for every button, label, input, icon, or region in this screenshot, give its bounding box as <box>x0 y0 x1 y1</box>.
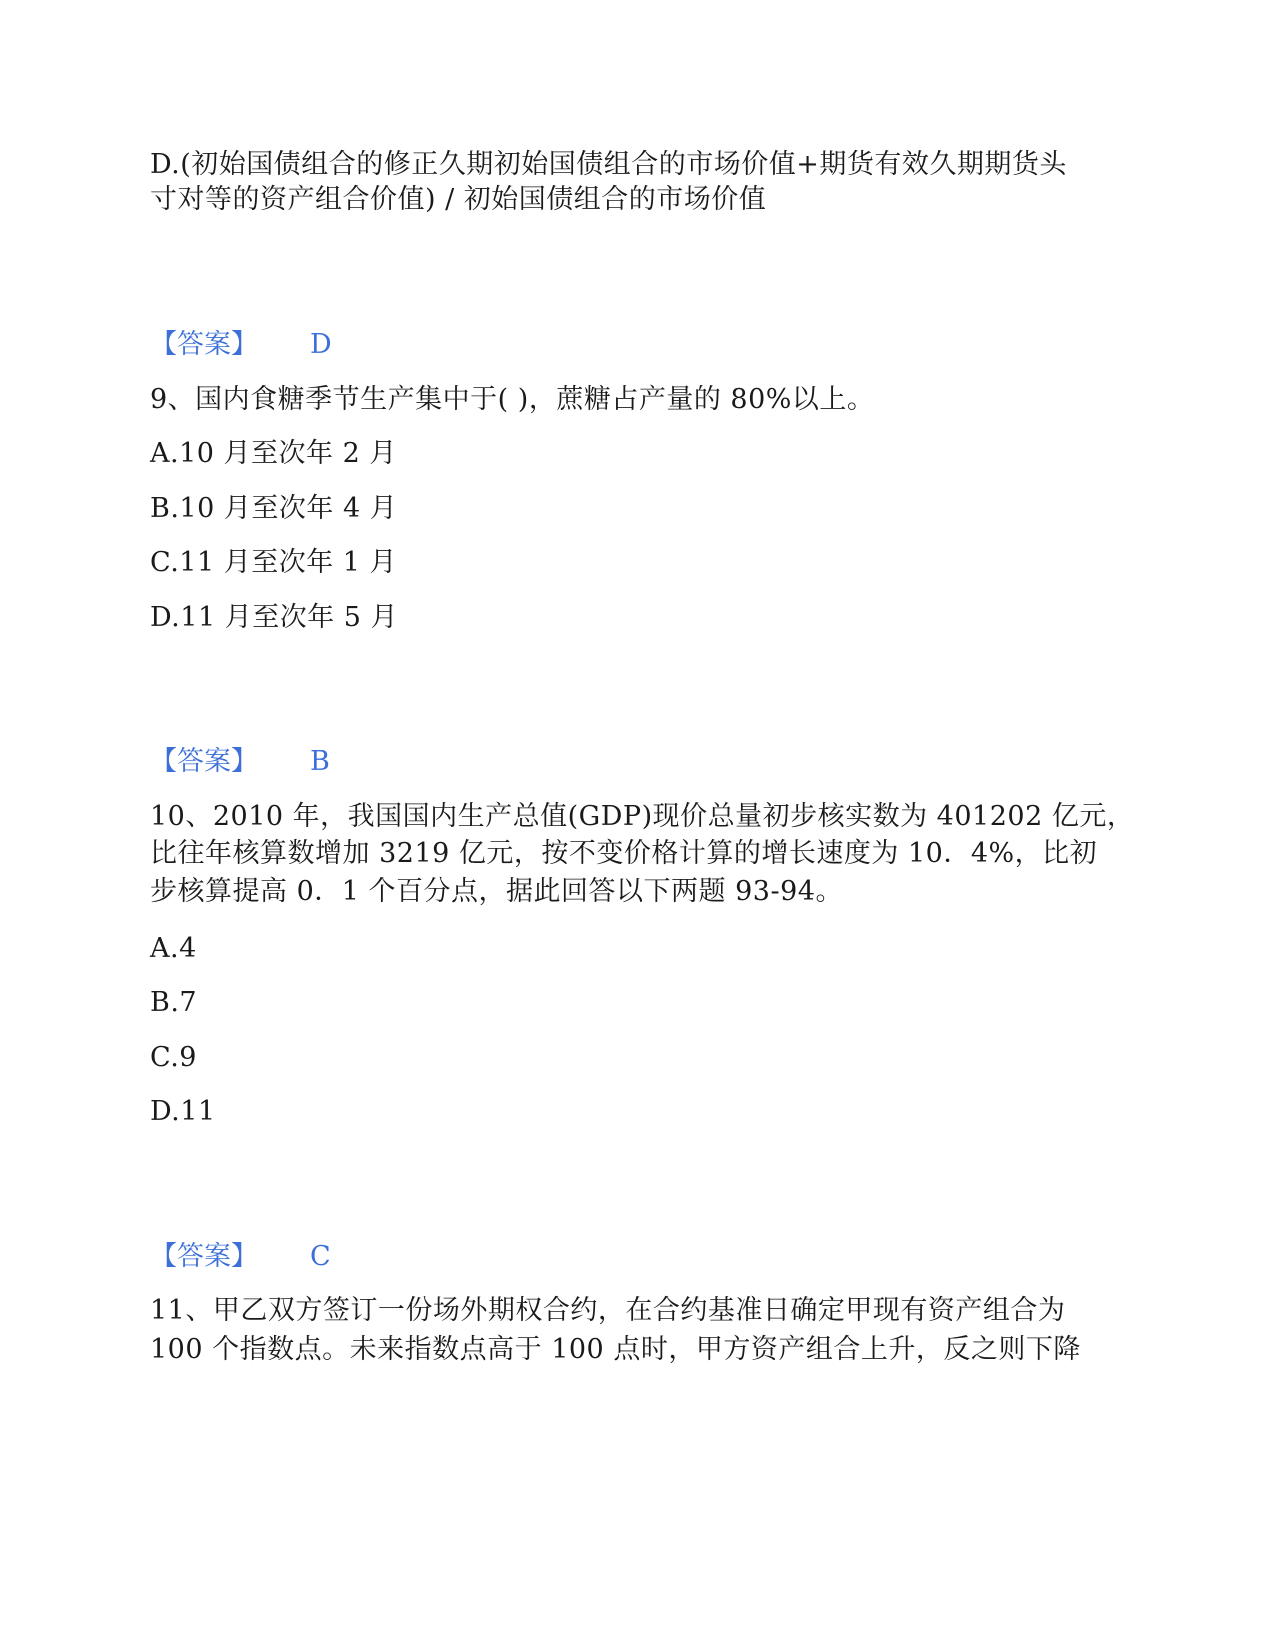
q9-answer <box>150 742 330 782</box>
q11-stem-line2: 100 个指数点。未来指数点高于 100 点时，甲方资产组合上升，反之则下降 <box>150 1334 1081 1365</box>
answer-label: 【答案】 <box>150 329 258 360</box>
q10-stem-line3: 步核算提高 0．1 个百分点，据此回答以下两题 93-94。 <box>150 876 843 907</box>
q10-stem-line2: 比往年核算数增加 3219 亿元，按不变价格计算的增长速度为 10．4%，比初 <box>150 838 1098 869</box>
q8-option-d-line2: 寸对等的资产组合价值) / 初始国债组合的市场价值 <box>150 184 767 215</box>
answer-label: 【答案】 <box>150 746 258 777</box>
answer-value: D <box>310 329 332 360</box>
answer-value: C <box>310 1241 331 1272</box>
q9-stem: 9、国内食糖季节生产集中于( )，蔗糖占产量的 80%以上。 <box>150 384 875 415</box>
q10-option-c: C.9 <box>150 1042 197 1073</box>
q9-option-c: C.11 月至次年 1 月 <box>150 547 398 578</box>
q8-answer <box>150 325 332 365</box>
q9-option-b: B.10 月至次年 4 月 <box>150 493 398 524</box>
q10-option-d: D.11 <box>150 1096 216 1127</box>
q9-option-d: D.11 月至次年 5 月 <box>150 602 399 633</box>
q9-option-a: A.10 月至次年 2 月 <box>150 438 397 469</box>
answer-label: 【答案】 <box>150 1241 258 1272</box>
q10-answer <box>150 1237 331 1277</box>
answer-value: B <box>310 746 330 777</box>
q10-stem-line1: 10、2010 年，我国国内生产总值(GDP)现价总量初步核实数为 401202 亿元， <box>150 801 1135 832</box>
q10-option-a: A.4 <box>150 933 197 964</box>
q11-stem-line1: 11、甲乙双方签订一份场外期权合约，在合约基准日确定甲现有资产组合为 <box>150 1295 1066 1326</box>
q8-option-d-line1: D.(初始国债组合的修正久期初始国债组合的市场价值+期货有效久期期货头 <box>150 149 1067 180</box>
q10-option-b: B.7 <box>150 987 198 1018</box>
